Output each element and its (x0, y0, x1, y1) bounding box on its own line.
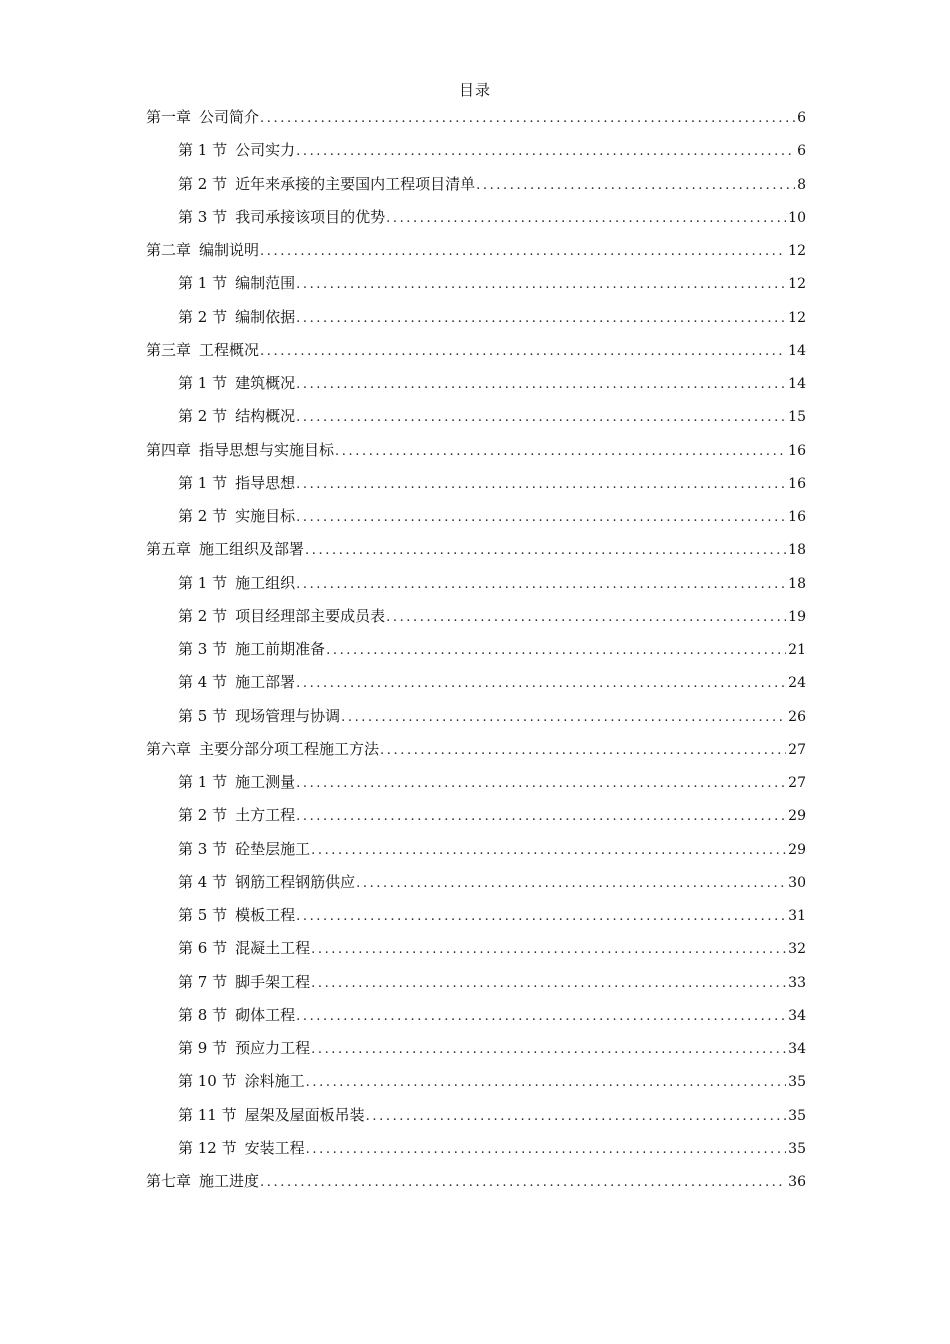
toc-entry-title: 实施目标 (235, 507, 296, 525)
toc-section-entry[interactable] (146, 372, 806, 405)
toc-page-number: 18 (788, 575, 806, 592)
toc-entry-number: 第 3 节 (178, 839, 228, 858)
toc-entry-number: 第五章 (146, 540, 192, 559)
toc-page-number: 18 (788, 542, 806, 559)
toc-page-number: 32 (788, 941, 806, 958)
toc-entry-title: 土方工程 (235, 806, 296, 825)
toc-page-number: 36 (788, 1174, 806, 1190)
toc-page-number: 12 (788, 309, 806, 326)
toc-entry-title: 混凝土工程 (235, 939, 311, 958)
toc-dot-leader (296, 773, 786, 795)
toc-section-entry[interactable] (146, 173, 806, 206)
toc-entry-number: 第三章 (146, 340, 192, 359)
toc-entry-number: 第 2 节 (178, 507, 228, 525)
toc-section-entry[interactable] (146, 705, 806, 738)
toc-entry-number: 第 11 节 (178, 1105, 237, 1124)
toc-dot-leader (306, 1139, 787, 1161)
toc-dot-leader (335, 441, 786, 463)
toc-section-entry[interactable] (146, 139, 806, 172)
toc-page-number: 26 (788, 708, 806, 725)
toc-entry-number: 第 3 节 (178, 640, 228, 658)
toc-entry-title: 项目经理部主要成员表 (235, 606, 386, 625)
toc-entry-number: 第 3 节 (178, 207, 228, 226)
toc-entry-number: 第 4 节 (178, 872, 228, 891)
toc-entry-number: 第 6 节 (178, 939, 228, 958)
toc-page-number: 8 (797, 176, 806, 193)
toc-page-number: 31 (788, 908, 806, 924)
toc-entry-title: 编制说明 (199, 241, 260, 259)
toc-entry-number: 第一章 (146, 108, 192, 126)
toc-dot-leader (311, 1039, 786, 1061)
toc-dot-leader (296, 374, 786, 396)
toc-page-number: 14 (788, 342, 806, 359)
toc-page-number: 24 (788, 675, 806, 692)
toc-entry-title: 脚手架工程 (235, 972, 311, 991)
toc-entry-title: 施工组织及部署 (199, 540, 305, 559)
toc-entry-title: 砼垫层施工 (235, 839, 311, 858)
toc-entry-number: 第 1 节 (178, 274, 228, 293)
toc-entry-title: 施工前期准备 (235, 640, 326, 658)
toc-dot-leader (296, 1006, 786, 1028)
toc-entry-number: 第 5 节 (178, 706, 228, 725)
toc-chapter-entry[interactable] (146, 239, 806, 272)
toc-page-number: 27 (788, 775, 806, 791)
toc-page-number: 35 (788, 1074, 806, 1091)
toc-dot-leader (296, 507, 786, 529)
toc-dot-leader (296, 673, 786, 695)
toc-section-entry[interactable] (146, 472, 806, 505)
toc-page-number: 27 (788, 741, 806, 758)
toc-section-entry[interactable] (146, 1037, 806, 1070)
toc-page-number: 29 (788, 841, 806, 858)
toc-dot-leader (260, 341, 786, 363)
toc-entry-title: 施工部署 (235, 673, 296, 692)
toc-section-entry[interactable] (146, 971, 806, 1004)
toc-section-entry[interactable] (146, 306, 806, 339)
toc-entry-number: 第 1 节 (178, 374, 228, 392)
toc-chapter-entry[interactable] (146, 738, 806, 771)
toc-page-number: 34 (788, 1007, 806, 1024)
toc-page-number: 21 (788, 642, 806, 658)
toc-entry-title: 指导思想与实施目标 (199, 440, 335, 459)
toc-entry-number: 第 7 节 (178, 972, 228, 991)
toc-entry-title: 安装工程 (244, 1138, 305, 1157)
toc-dot-leader (260, 241, 786, 263)
toc-entry-number: 第 2 节 (178, 307, 228, 326)
toc-section-entry[interactable] (146, 1070, 806, 1103)
toc-chapter-entry[interactable] (146, 439, 806, 472)
toc-entry-number: 第 2 节 (178, 174, 228, 193)
toc-entry-number: 第 1 节 (178, 773, 228, 791)
toc-entry-number: 第 1 节 (178, 573, 228, 592)
toc-page-number: 12 (788, 243, 806, 259)
toc-dot-leader (311, 973, 786, 995)
toc-dot-leader (386, 607, 786, 629)
toc-entry-title: 编制依据 (235, 307, 296, 326)
toc-page-number: 14 (788, 376, 806, 392)
toc-page-number: 29 (788, 808, 806, 825)
toc-dot-leader (296, 906, 786, 928)
toc-section-entry[interactable] (146, 505, 806, 538)
toc-section-entry[interactable] (146, 206, 806, 239)
toc-page-number: 35 (788, 1107, 806, 1124)
toc-dot-leader (296, 474, 786, 496)
toc-page-number: 16 (788, 509, 806, 525)
toc-dot-leader (311, 840, 786, 862)
toc-dot-leader (305, 540, 786, 562)
toc-dot-leader (380, 740, 786, 762)
toc-section-entry[interactable] (146, 605, 806, 638)
toc-entry-title: 砌体工程 (235, 1005, 296, 1024)
toc-entry-title: 结构概况 (235, 407, 296, 426)
toc-entry-number: 第 2 节 (178, 407, 228, 426)
toc-section-entry[interactable] (146, 937, 806, 970)
toc-page-number: 6 (797, 143, 806, 160)
toc-page-number: 16 (788, 475, 806, 492)
toc-dot-leader (356, 873, 786, 895)
toc-entry-title: 施工测量 (235, 773, 296, 791)
toc-entry-number: 第七章 (146, 1172, 192, 1190)
toc-dot-leader (296, 574, 786, 596)
toc-section-entry[interactable] (146, 904, 806, 937)
toc-chapter-entry[interactable] (146, 538, 806, 571)
toc-entry-number: 第 2 节 (178, 806, 228, 825)
toc-page-number: 12 (788, 276, 806, 293)
toc-dot-leader (260, 108, 795, 130)
toc-entry-number: 第六章 (146, 739, 192, 758)
toc-page-number: 19 (788, 608, 806, 625)
toc-dot-leader (296, 274, 786, 296)
toc-entry-title: 钢筋工程钢筋供应 (235, 872, 356, 891)
toc-section-entry[interactable] (146, 1137, 806, 1170)
toc-dot-leader (296, 806, 786, 828)
toc-dot-leader (260, 1172, 786, 1194)
toc-entry-title: 涂料施工 (244, 1072, 305, 1091)
toc-entry-number: 第 2 节 (178, 606, 228, 625)
toc-dot-leader (311, 939, 786, 961)
toc-entry-number: 第二章 (146, 241, 192, 259)
toc-dot-leader (306, 1072, 787, 1094)
toc-section-entry[interactable] (146, 871, 806, 904)
toc-section-entry[interactable] (146, 804, 806, 837)
toc-entry-title: 编制范围 (235, 274, 296, 293)
toc-dot-leader (366, 1106, 787, 1128)
toc-chapter-entry[interactable] (146, 1170, 806, 1203)
toc-entry-title: 指导思想 (235, 473, 296, 492)
table-of-contents (146, 106, 806, 1203)
toc-entry-title: 屋架及屋面板吊装 (244, 1105, 365, 1124)
toc-entry-number: 第 9 节 (178, 1039, 228, 1057)
toc-entry-number: 第 4 节 (178, 673, 228, 692)
toc-page-number: 35 (788, 1140, 806, 1157)
toc-section-entry[interactable] (146, 272, 806, 305)
toc-page-number: 16 (788, 442, 806, 459)
toc-dot-leader (476, 175, 795, 197)
toc-section-entry[interactable] (146, 1004, 806, 1037)
toc-entry-title: 模板工程 (235, 906, 296, 924)
toc-entry-number: 第 1 节 (178, 141, 228, 160)
toc-dot-leader (341, 707, 786, 729)
toc-entry-title: 公司简介 (199, 108, 260, 126)
toc-entry-number: 第 5 节 (178, 906, 228, 924)
toc-page-number: 6 (797, 110, 806, 126)
toc-page-number: 33 (788, 974, 806, 991)
toc-entry-title: 工程概况 (199, 340, 260, 359)
toc-dot-leader (386, 208, 786, 230)
toc-section-entry[interactable] (146, 405, 806, 438)
toc-section-entry[interactable] (146, 671, 806, 704)
toc-page-number: 34 (788, 1041, 806, 1057)
toc-page-number: 10 (788, 209, 806, 226)
toc-entry-number: 第四章 (146, 440, 192, 459)
toc-entry-title: 施工进度 (199, 1172, 260, 1190)
toc-entry-title: 施工组织 (235, 573, 296, 592)
toc-section-entry[interactable] (146, 1104, 806, 1137)
toc-entry-title: 公司实力 (235, 141, 296, 160)
toc-title: 目录 (458, 81, 491, 99)
toc-dot-leader (326, 640, 786, 662)
toc-page-number: 30 (788, 874, 806, 891)
toc-section-entry[interactable] (146, 771, 806, 804)
toc-dot-leader (296, 407, 786, 429)
toc-section-entry[interactable] (146, 572, 806, 605)
toc-section-entry[interactable] (146, 638, 806, 671)
toc-entry-title: 现场管理与协调 (235, 706, 341, 725)
toc-entry-number: 第 8 节 (178, 1005, 228, 1024)
toc-section-entry[interactable] (146, 838, 806, 871)
toc-entry-title: 近年来承接的主要国内工程项目清单 (235, 174, 476, 193)
toc-page-number: 15 (788, 409, 806, 426)
toc-chapter-entry[interactable] (146, 106, 806, 139)
toc-entry-number: 第 12 节 (178, 1138, 237, 1157)
toc-dot-leader (296, 308, 786, 330)
toc-entry-title: 建筑概况 (235, 374, 296, 392)
toc-entry-number: 第 10 节 (178, 1072, 237, 1091)
toc-entry-title: 主要分部分项工程施工方法 (199, 739, 380, 758)
toc-dot-leader (296, 141, 795, 163)
toc-chapter-entry[interactable] (146, 339, 806, 372)
toc-entry-title: 预应力工程 (235, 1039, 311, 1057)
toc-entry-title: 我司承接该项目的优势 (235, 207, 386, 226)
toc-entry-number: 第 1 节 (178, 473, 228, 492)
